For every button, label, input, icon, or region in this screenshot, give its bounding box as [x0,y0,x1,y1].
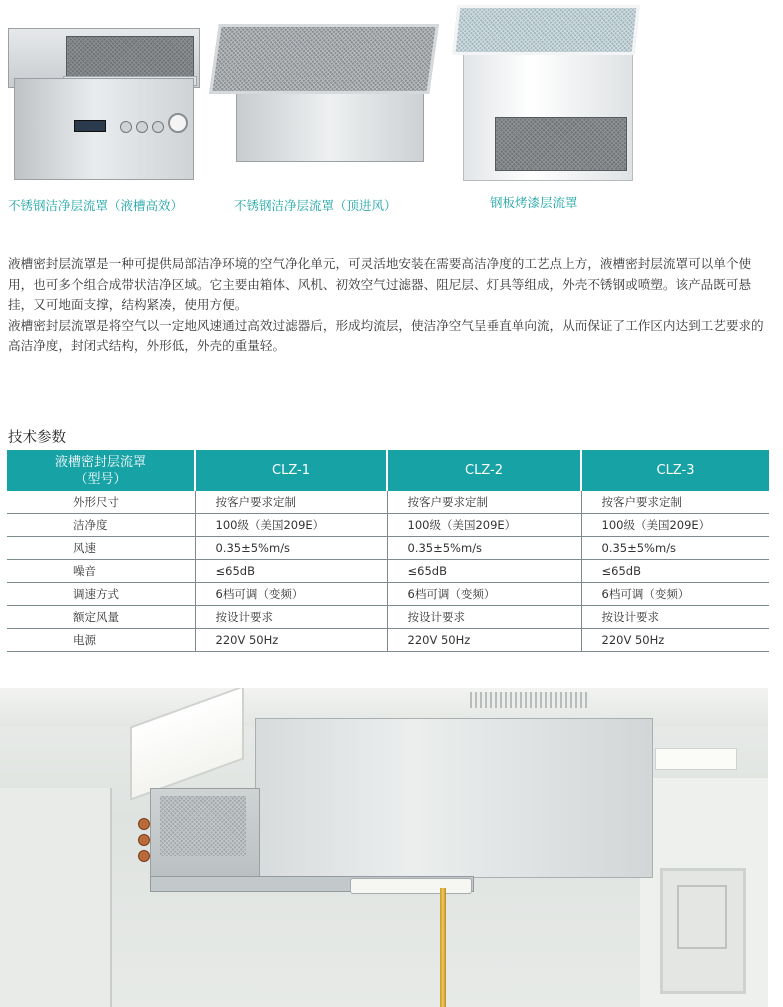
hood-lamp-icon [350,878,472,894]
cell-value: 100级（美国209E） [195,514,387,537]
spec-section-title: 技术参数 [8,430,66,446]
cell-value: 6档可调（变频） [387,583,581,606]
cell-value: 按客户要求定制 [195,491,387,514]
product-photo-liquid-tank [8,18,200,183]
valve-icon [138,818,150,830]
table-row [7,629,769,652]
valve-knob-icon [152,121,164,133]
row-label: 电源 [7,629,195,652]
row-label: 外形尺寸 [7,491,195,514]
cell-value: ≤65dB [387,560,581,583]
row-label: 洁净度 [7,514,195,537]
valve-knob-icon [120,121,132,133]
cell-value: 按客户要求定制 [581,491,769,514]
cell-value: 100级（美国209E） [387,514,581,537]
cell-value: 按设计要求 [581,606,769,629]
cell-value: 220V 50Hz [387,629,581,652]
cell-value: 6档可调（变频） [195,583,387,606]
cell-value: 220V 50Hz [581,629,769,652]
cell-value: ≤65dB [581,560,769,583]
cell-value: 0.35±5%m/s [581,537,769,560]
description-paragraph-2: 液槽密封层流罩是将空气以一定地风速通过高效过滤器后，形成均流层，使洁净空气呈垂直单向流，从而保证了工作区内达到工艺要求的高洁净度，封闭式结构，外形低，外壳的重量轻。 [8,317,764,353]
gas-pipe-icon [440,888,446,1007]
product-caption-2: 不锈钢洁净层流罩（顶进风） [234,198,397,213]
hood-mesh-icon [160,796,246,856]
table-row [7,583,769,606]
table-row [7,537,769,560]
table-row [7,514,769,537]
cell-value: 100级（美国209E） [581,514,769,537]
product-caption-3: 钢板烤漆层流罩 [490,195,578,210]
cell-value: 220V 50Hz [195,629,387,652]
laminar-hood-icon [255,718,653,878]
spec-table [7,450,769,652]
table-row [7,606,769,629]
cell-value: 按设计要求 [387,606,581,629]
header-model-label: 液槽密封层流罩 （型号） [7,450,195,491]
ceiling-vent-icon [470,692,590,708]
valve-knob-icon [136,121,148,133]
cell-value: 按设计要求 [195,606,387,629]
cell-value: 0.35±5%m/s [195,537,387,560]
cell-value: 6档可调（变频） [581,583,769,606]
installation-photo [0,688,768,1007]
product-photo-top-inlet [212,22,434,167]
row-label: 额定风量 [7,606,195,629]
valve-icon [138,834,150,846]
ceiling-light-icon [655,748,737,770]
description-paragraph-1: 液槽密封层流罩是一种可提供局部洁净环境的空气净化单元，可灵活地安装在需要高洁净度的工艺点上方，液槽密封层流罩可以单个使用，也可多个组合成带状洁净区域。它主要由箱体、风机、初效空气过滤器、阻尼层、灯具等组成，外壳不锈钢或喷塑。该产品既可悬挂，又可地面支撑，结构紧凑，使用方便。 [8,256,752,312]
table-row [7,560,769,583]
cell-value: 按客户要求定制 [387,491,581,514]
cell-value: ≤65dB [195,560,387,583]
pressure-gauge-icon [168,113,188,133]
product-photo-painted-steel [455,5,637,183]
table-row [7,491,769,514]
product-description [8,254,768,357]
valve-icon [138,850,150,862]
row-label: 风速 [7,537,195,560]
product-caption-1: 不锈钢洁净层流罩（液槽高效） [8,198,184,213]
row-label: 调速方式 [7,583,195,606]
header-model-clz3: CLZ-3 [581,450,769,491]
spec-table-header [7,450,769,491]
cell-value: 0.35±5%m/s [387,537,581,560]
row-label: 噪音 [7,560,195,583]
door-icon [660,868,746,994]
header-model-clz1: CLZ-1 [195,450,387,491]
control-display-icon [74,120,106,132]
header-model-clz2: CLZ-2 [387,450,581,491]
